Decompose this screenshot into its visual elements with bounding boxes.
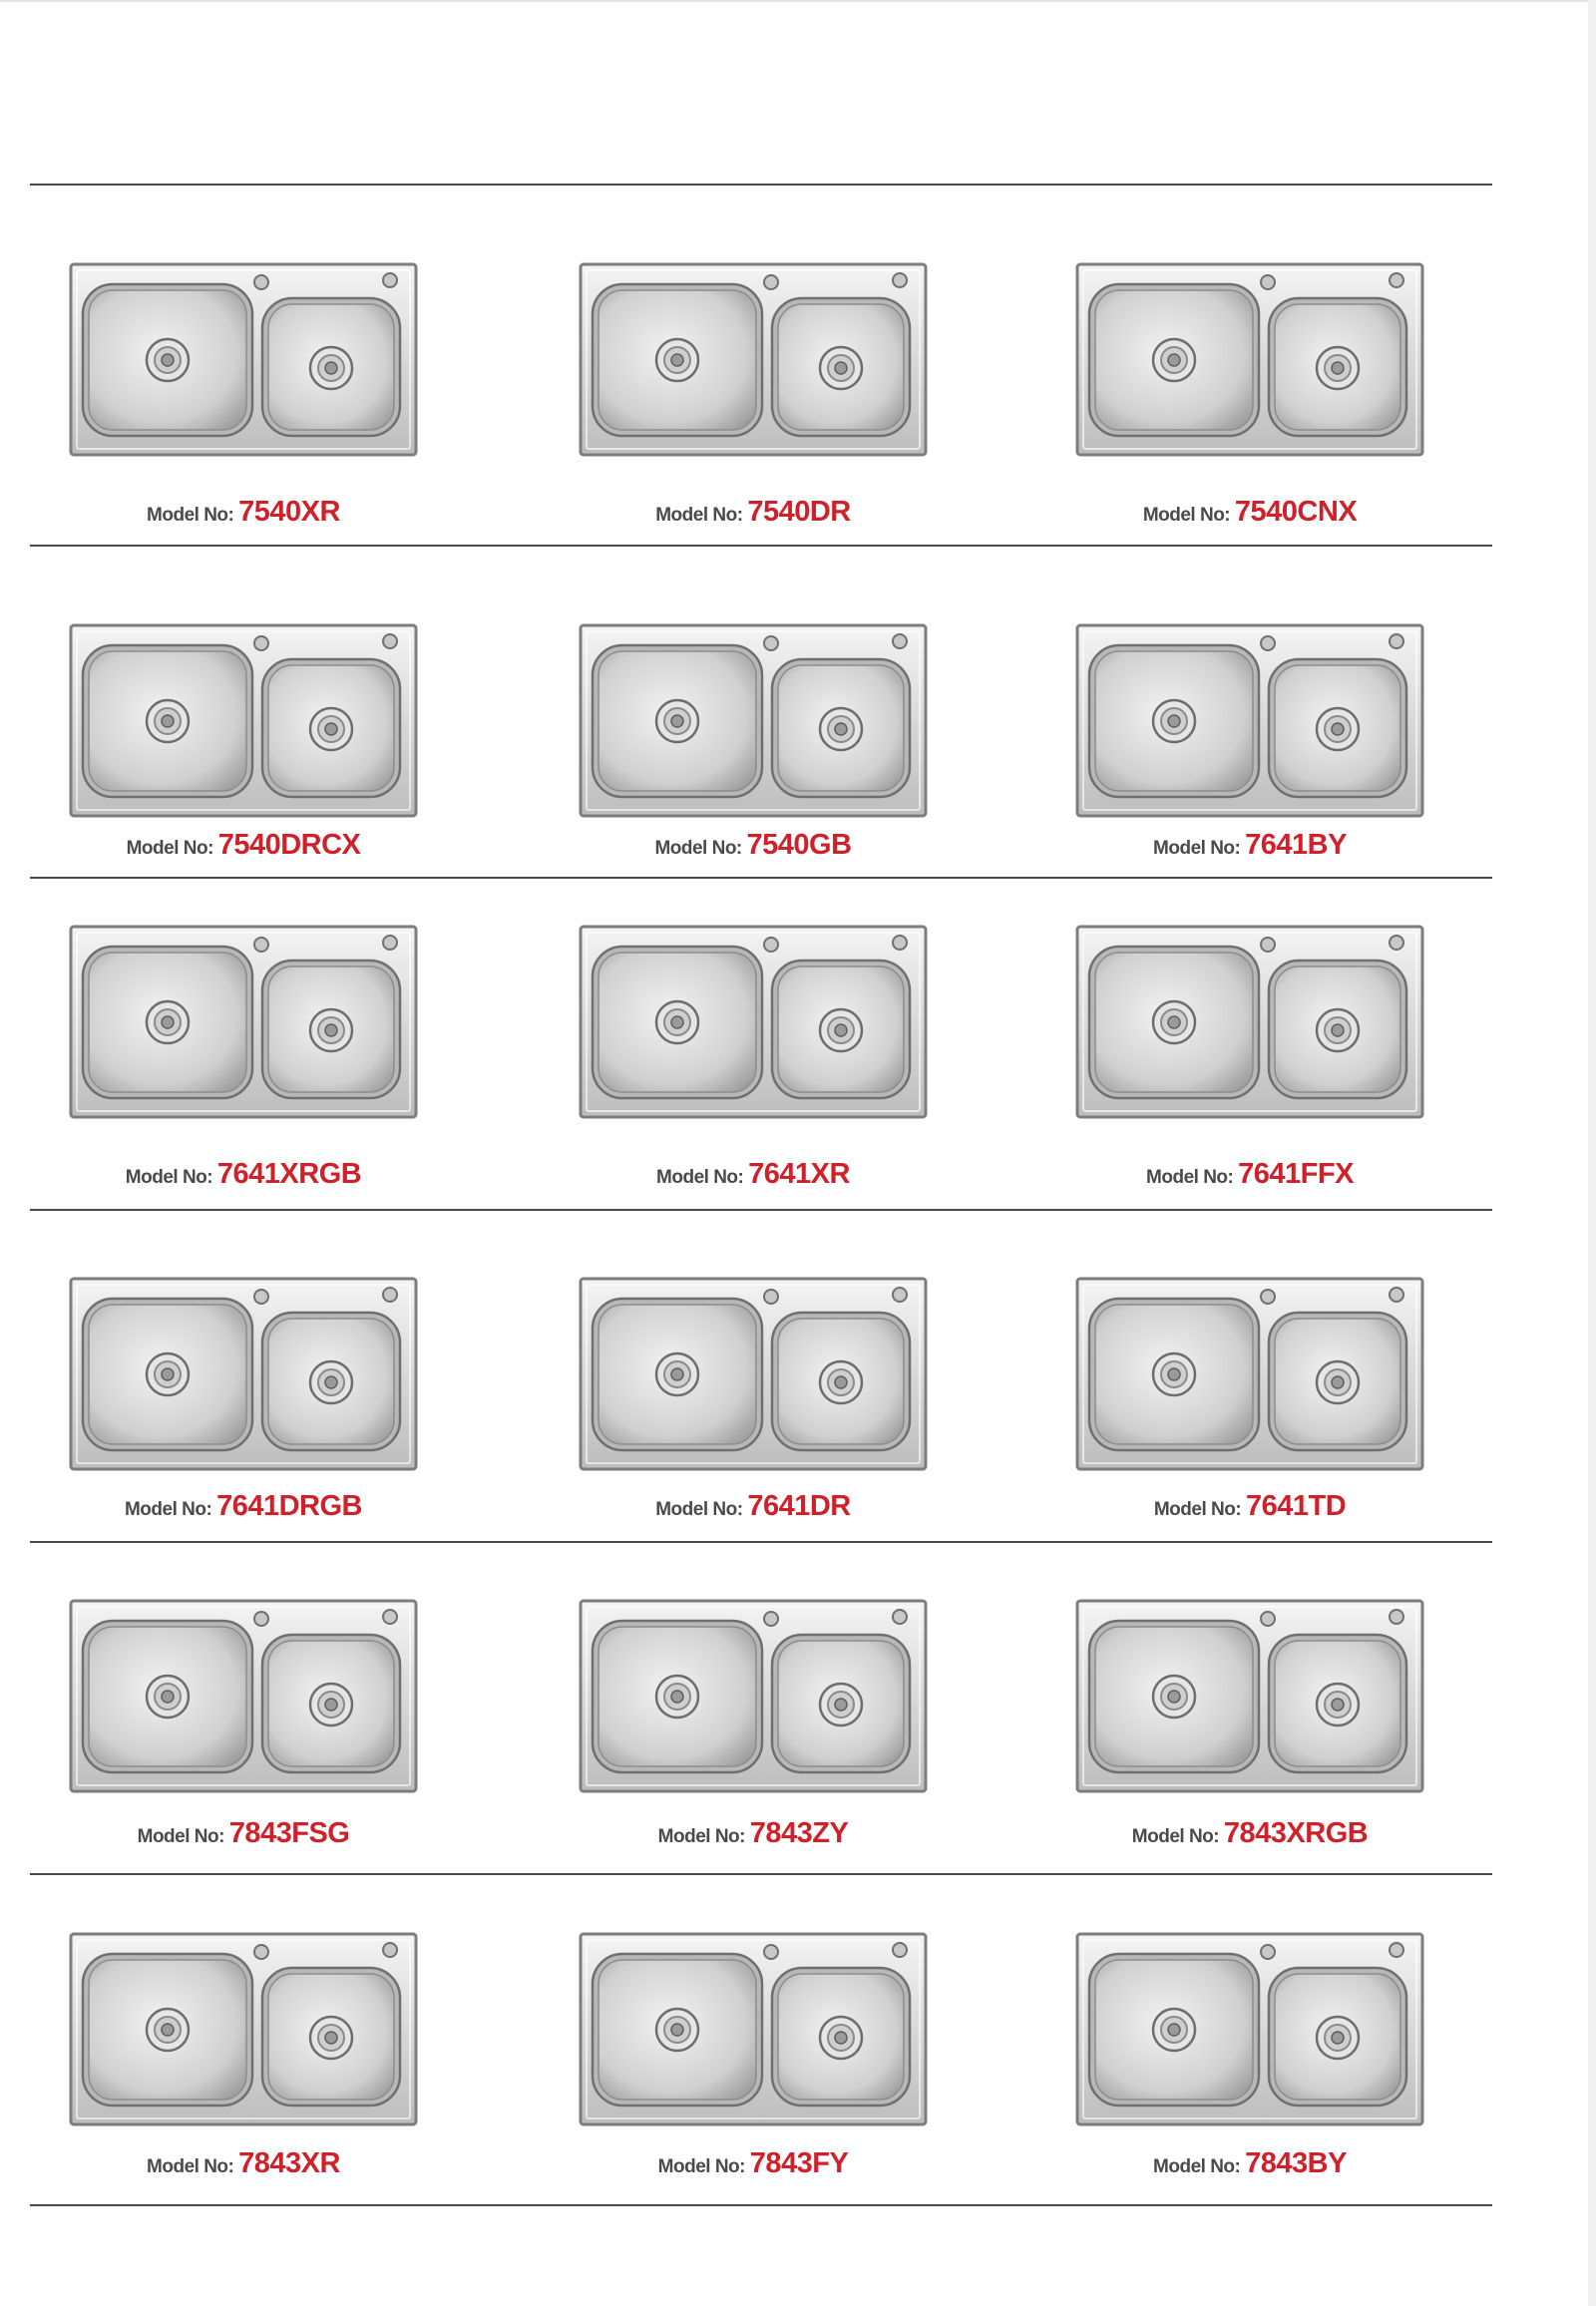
top-border [0, 0, 1596, 2]
model-caption [544, 2147, 963, 2180]
model-caption [34, 829, 453, 862]
model-no-label: Model No: [137, 1826, 229, 1847]
model-no-label: Model No: [1153, 838, 1246, 859]
model-caption [34, 1817, 453, 1850]
model-caption [544, 496, 963, 529]
model-no-label: Model No: [147, 2156, 239, 2177]
row-divider [30, 1873, 1492, 1875]
model-caption [544, 829, 963, 862]
kitchen-sink-icon [579, 1277, 928, 1471]
model-no-label: Model No: [1142, 505, 1235, 526]
kitchen-sink-icon [1075, 1599, 1424, 1793]
model-caption [1040, 1158, 1459, 1191]
model-no-label: Model No: [1153, 1499, 1246, 1520]
kitchen-sink-icon [69, 623, 418, 818]
model-number: 7540DR [747, 496, 851, 528]
row-divider [30, 184, 1492, 186]
model-caption [1040, 496, 1459, 529]
catalog-item [544, 925, 963, 1190]
model-number: 7641FFX [1238, 1158, 1354, 1190]
kitchen-sink-icon [69, 1599, 418, 1793]
row-divider [30, 877, 1492, 879]
catalog-item [1040, 1932, 1459, 2179]
catalog-item [1040, 1599, 1459, 1849]
model-no-label: Model No: [655, 505, 748, 526]
kitchen-sink-icon [1075, 925, 1424, 1119]
catalog-item [34, 1599, 453, 1849]
catalog-item [1040, 262, 1459, 528]
model-no-label: Model No: [147, 505, 239, 526]
model-number: 7641DR [747, 1490, 851, 1522]
model-caption [34, 1490, 453, 1523]
model-number: 7540CNX [1234, 496, 1358, 528]
kitchen-sink-icon [579, 1932, 928, 2126]
model-number: 7641XR [748, 1158, 850, 1190]
model-caption [34, 2147, 453, 2180]
catalog-item [544, 1932, 963, 2179]
kitchen-sink-icon [69, 262, 418, 457]
model-no-label: Model No: [657, 1826, 750, 1847]
catalog-item [544, 623, 963, 861]
model-no-label: Model No: [125, 1167, 217, 1188]
catalog-item [34, 623, 453, 861]
kitchen-sink-icon [69, 1277, 418, 1471]
catalog-item [544, 1599, 963, 1849]
kitchen-sink-icon [579, 623, 928, 818]
model-no-label: Model No: [1131, 1826, 1224, 1847]
kitchen-sink-icon [1075, 262, 1424, 457]
catalog-item [1040, 623, 1459, 861]
catalog-item [544, 262, 963, 528]
model-caption [544, 1158, 963, 1191]
model-number: 7843ZY [749, 1817, 849, 1849]
row-divider [30, 545, 1492, 547]
model-number: 7843XRGB [1223, 1817, 1369, 1849]
kitchen-sink-icon [1075, 1932, 1424, 2126]
row-divider [30, 2204, 1492, 2206]
model-no-label: Model No: [124, 1499, 217, 1520]
model-no-label: Model No: [656, 1167, 749, 1188]
model-no-label: Model No: [126, 838, 218, 859]
model-number: 7641XRGB [216, 1158, 362, 1190]
model-caption [34, 1158, 453, 1191]
catalog-item [34, 1277, 453, 1522]
model-no-label: Model No: [1153, 2156, 1246, 2177]
kitchen-sink-icon [1075, 1277, 1424, 1471]
model-caption [1040, 1490, 1459, 1523]
kitchen-sink-icon [579, 262, 928, 457]
model-no-label: Model No: [654, 838, 747, 859]
model-caption [544, 1490, 963, 1523]
catalog-item [1040, 925, 1459, 1190]
model-number: 7540GB [746, 829, 852, 861]
model-caption [1040, 2147, 1459, 2180]
model-number: 7641DRGB [216, 1490, 362, 1522]
model-caption [544, 1817, 963, 1850]
model-number: 7540DRCX [217, 829, 361, 861]
right-edge-strip [1588, 0, 1596, 2306]
kitchen-sink-icon [69, 925, 418, 1119]
kitchen-sink-icon [1075, 623, 1424, 818]
catalog-item [34, 925, 453, 1190]
model-no-label: Model No: [1146, 1167, 1239, 1188]
kitchen-sink-icon [579, 925, 928, 1119]
model-caption [1040, 829, 1459, 862]
model-caption [34, 496, 453, 529]
model-no-label: Model No: [655, 1499, 748, 1520]
model-number: 7540XR [238, 496, 340, 528]
kitchen-sink-icon [579, 1599, 928, 1793]
model-caption [1040, 1817, 1459, 1850]
catalog-item [1040, 1277, 1459, 1522]
catalog-item [34, 1932, 453, 2179]
model-number: 7843XR [238, 2147, 340, 2179]
model-no-label: Model No: [657, 2156, 750, 2177]
model-number: 7843FY [749, 2147, 849, 2179]
model-number: 7641TD [1245, 1490, 1347, 1522]
model-number: 7641BY [1245, 829, 1347, 861]
catalog-item [544, 1277, 963, 1522]
kitchen-sink-icon [69, 1932, 418, 2126]
model-number: 7843FSG [228, 1817, 350, 1849]
catalog-item [34, 262, 453, 528]
model-number: 7843BY [1245, 2147, 1347, 2179]
row-divider [30, 1209, 1492, 1211]
row-divider [30, 1541, 1492, 1543]
